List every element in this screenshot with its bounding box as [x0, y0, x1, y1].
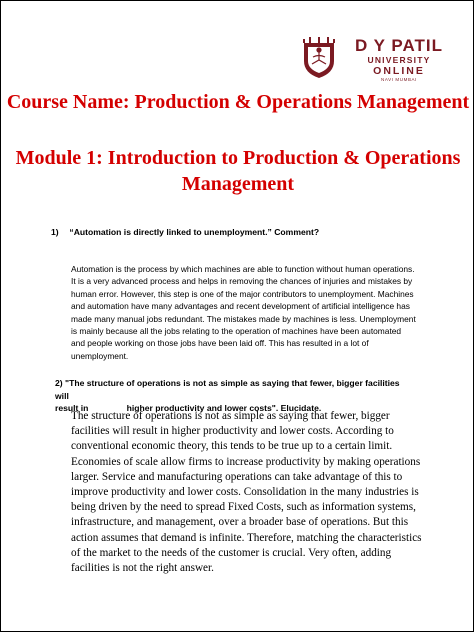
answer-1 [71, 263, 417, 362]
logo-line-university: UNIVERSITY [367, 55, 431, 65]
university-logo [299, 36, 469, 82]
answer-1-text: Automation is the process by which machines are able to function without human operations. It is a very advanced process and helps in removing the chances of injuries and mistakes by human error. However, this step is one of the major contributors to unemployment. Machines and automation have many advantages and recent development of artificial intelligence has made many manual jobs redundant. The mistakes made by machines is less. Unemployment is mainly because all the jobs relating to the operation of machines have been automated and people working on those jobs have been laid off. This has resulted in a lot of unemployment. [71, 264, 416, 361]
question-2-line-2: result in higher productivity and lower costs". Elucidate. [55, 403, 322, 413]
course-title: Course Name: Production & Operations Management [6, 91, 470, 113]
logo-line-online: ONLINE [373, 65, 425, 77]
question-1-text: “Automation is directly linked to unemployment.” Comment? [69, 227, 320, 237]
logo-line-location: NAVI MUMBAI [380, 77, 418, 82]
question-1-number: 1) [51, 227, 59, 237]
module-title: Module 1: Introduction to Production & Operations Management [15, 147, 461, 195]
logo-line-dypatil: D Y PATIL [354, 36, 444, 55]
answer-2 [71, 409, 423, 576]
answer-2-text: The structure of operations is not as simple as saying that fewer, bigger facilities will result in higher productivity and lower costs. According to conventional economic theory, this tends to be true up to a certain limit. Economies of scale allow firms to increase productivity by making operations larger. Service and manufacturing operations can take advantage of this to improve productivity and lower costs. Consolidation in the many industries is being driven by the need to spread Fixed Costs, such as information systems, infrastructure, and management, over a broader base of operations. But this action assumes that demand is infinite. Therefore, matching the characteristics of the market to the needs of the customer is crucial. Very often, adding facilities is not the right answer. [71, 410, 422, 575]
question-1 [51, 227, 319, 237]
question-2-line-1: 2) "The structure of operations is not as simple as saying that fewer, bigger facilities will [55, 378, 400, 401]
university-name [339, 37, 459, 82]
university-seal-icon [299, 37, 339, 79]
